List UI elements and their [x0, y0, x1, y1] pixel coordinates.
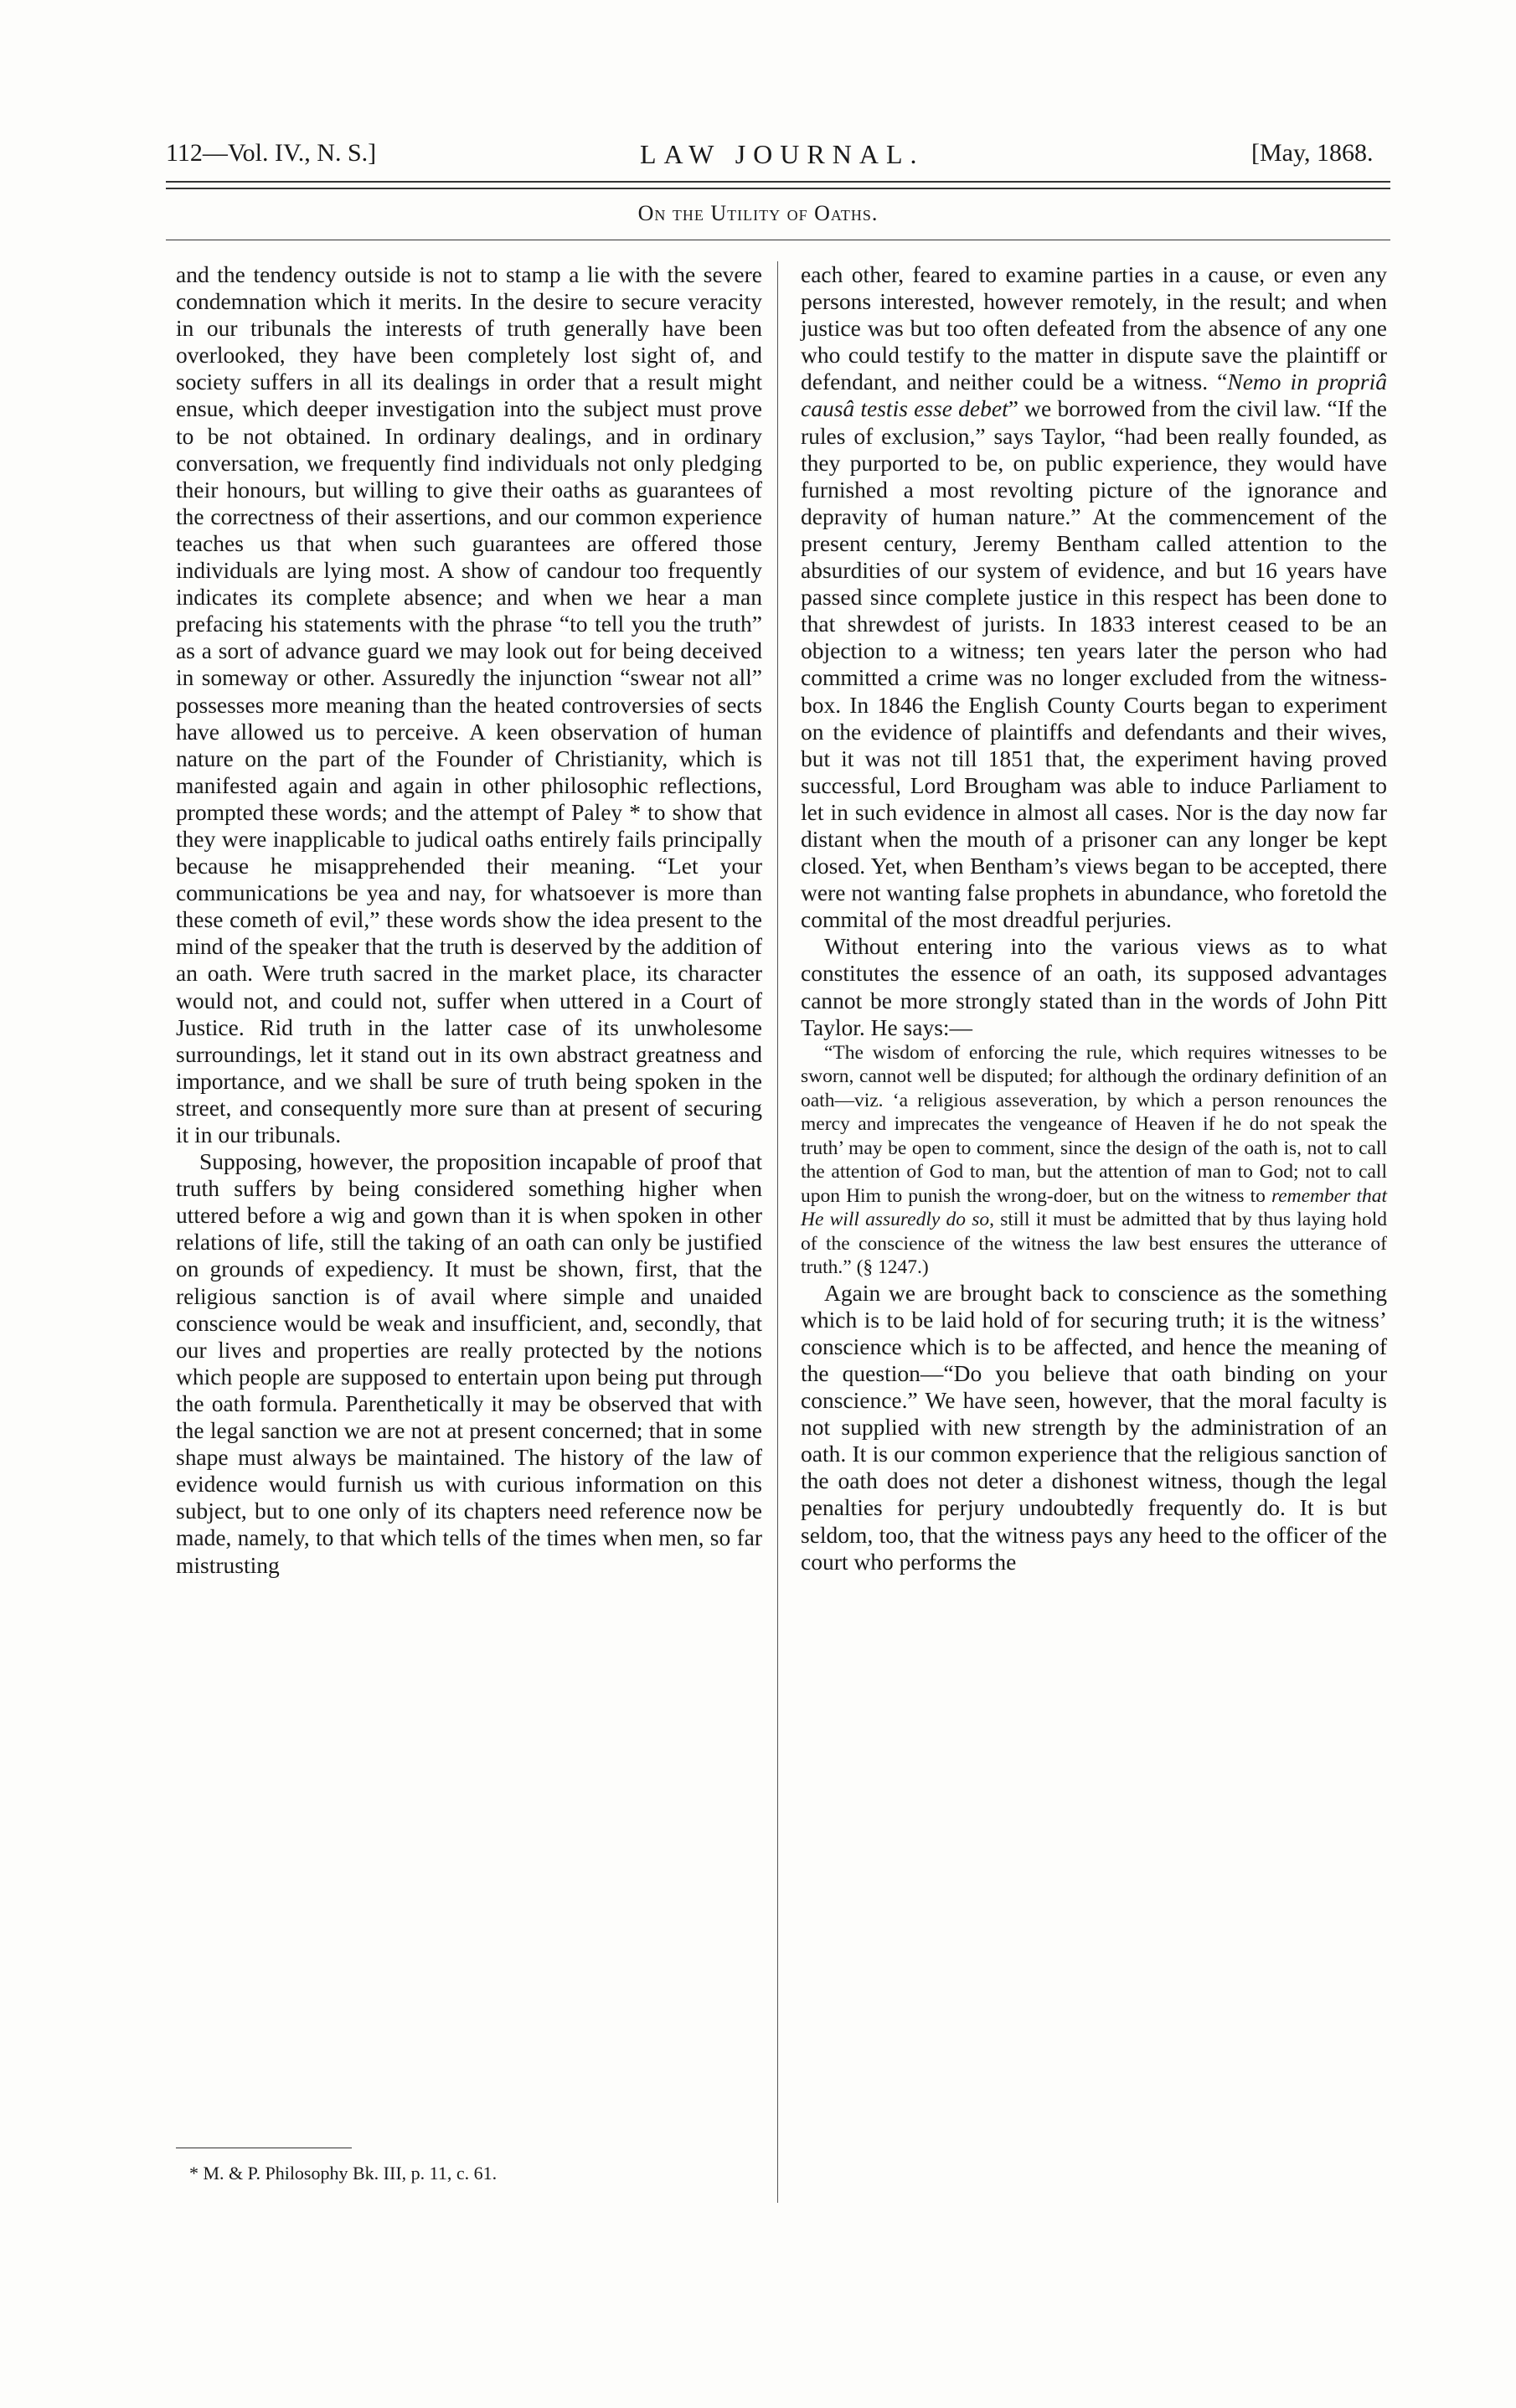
right-paragraph-1-end: ” we borrowed from the civil law. “If the rules of exclusion,” says Taylor, “had been really founded, as they purported to be, on public experience, they would have furnished a most revolting picture of the ignorance and depravity of human nature.” At the commencement of the present century, Jeremy Bentham called attention to the absurdities of our system of evidence, and but 16 years have passed since complete justice in this respect has been done to that shrewdest of jurists. In 1833 interest ceased to be an objection to a witness; ten years later the person who had committed a crime was no longer excluded from the witness-box. In 1846 the English County Courts began to experiment on the evidence of plaintiffs and defendants and their wives, but it was not till 1851 that, the experiment having proved successful, Lord Brougham was able to induce Parliament to let in such evidence in almost all cases. Nor is the day now far distant when the mouth of a prisoner can any longer be kept closed. Yet, when Bentham’s views began to be accepted, there were not wanting false prophets in abundance, who foretold the commital of the most dreadful perjuries.	[801, 395, 1388, 933]
right-paragraph-1-start: each other, feared to examine parties in a cause, or even any persons interested, however remotely, in the result; and when justice was but too often defeated from the absence of any one who could testify to the matter in dispute save the plaintiff or defendant, and neither could be a witness. “	[801, 261, 1387, 395]
quote-italic: remember that He will assuredly do so	[801, 1184, 1387, 1231]
footnote: * M. & P. Philosophy Bk. III, p. 11, c. 61.	[189, 2163, 498, 2184]
right-paragraph-3: Again we are brought back to conscience as the something which is to be laid hold of for securing truth; it is the witness’ conscience which is to be affected, and hence the meaning of the question—“Do you believe that oath binding on your conscience.” We have seen, however, that the moral faculty is not supplied with new strength by the administration of an oath. It is our common experience that the religious sanction of the oath does not deter a dishonest witness, though the legal penalties for perjury undoubtedly frequently do. It is but seldom, too, that the witness pays any heed to the officer of the court who performs the	[801, 1279, 1387, 1575]
block-quote	[801, 1041, 1387, 1280]
left-paragraph-1: and the tendency outside is not to stamp a lie with the severe condemnation which it merits. In the desire to secure veracity in our tribunals the interests of truth generally have been overlooked, they have been completely lost sight of, and society suffers in all its dealings in order that a result might ensue, which deeper investigation into the subject must prove to be not obtained. In ordinary dealings, and in ordinary conversation, we frequently find individuals not only pledging their honours, but willing to give their oaths as guarantees of the correctness of their assertions, and our common experience teaches us that when such guarantees are offered those individuals are lying most. A show of candour too frequently indicates its complete absence; and when we hear a man prefacing his statements with the phrase “to tell you the truth” as a sort of advance guard we may look out for being deceived in someway or other. Assuredly the injunction “swear not all” possesses more meaning than the heated controversies of sects have allowed us to perceive. A keen observation of human nature on the part of the Founder of Christianity, which is manifested again and again in other philosophic reflections, prompted these words; and the attempt of Paley * to show that they were inapplicable to judical oaths entirely fails principally because he misapprehended their meaning. “Let your communications be yea and nay, for whatsoever is more than these cometh of evil,” these words show the idea present to the mind of the speaker that the truth is deserved by the addition of an oath. Were truth sacred in the market place, its character would not, and could not, suffer when uttered in a Court of Justice. Rid truth in the latter case of its unwholesome surroundings, let it stand out in its own abstract greatness and importance, and we shall be sure of truth being spoken in the street, and consequently more sure than at present of securing it in our tribunals.	[176, 261, 762, 1147]
left-paragraph-2: Supposing, however, the proposition incapable of proof that truth suffers by being considered something higher when uttered before a wig and gown than it is when spoken in other relations of life, still the taking of an oath can only be justified on grounds of expediency. It must be shown, first, that the religious sanction is of avail where simple and unaided conscience would be weak and insufficient, and, secondly, that our lives and properties are really protected by the notions which people are supposed to entertain upon being put through the oath formula. Parenthetically it may be observed that with the legal sanction we are not at present concerned; that in some shape must always be maintained. The history of the law of evidence would furnish us with curious information on this subject, but to one only of its chapters need reference now be made, namely, to that which tells of the times when men, so far mistrusting	[176, 1148, 762, 1578]
right-column	[801, 261, 1387, 1575]
right-paragraph-2: Without entering into the various views as to what constitutes the essence of an oath, its supposed advantages cannot be more strongly stated than in the words of John Pitt Taylor. He says:—	[801, 933, 1387, 1040]
issue-date: [May, 1868.	[1251, 139, 1374, 167]
quote-end: , still it must be admitted that by thus laying hold of the conscience of the witness the law best ensures the utterance of truth.” (§ 1247.)	[801, 1209, 1387, 1279]
section-title: On the Utility of Oaths.	[637, 201, 879, 225]
column-divider	[777, 261, 778, 2203]
header-rule-double	[166, 188, 1390, 189]
journal-title: LAW JOURNAL.	[640, 139, 925, 169]
right-paragraph-1	[801, 261, 1387, 933]
latin-maxim: Nemo in propriâ causâ testis esse debet	[801, 369, 1387, 422]
page-number-volume: 112—Vol. IV., N. S.]	[166, 139, 377, 167]
left-column	[176, 261, 762, 1579]
header-rule-top	[166, 181, 1390, 183]
quote-start: “The wisdom of enforcing the rule, which requires witnesses to be sworn, cannot well be disputed; for although the ordinary definition of an oath—viz. ‘a religious asseveration, by which a person renounces the mercy and imprecates the vengeance of Heaven if he do not speak the truth’ may be open to comment, since the design of the oath is, not to call the attention of God to man, but the attention of man to God; not to call upon Him to punish the wrong-doer, but on the witness to	[801, 1041, 1387, 1207]
